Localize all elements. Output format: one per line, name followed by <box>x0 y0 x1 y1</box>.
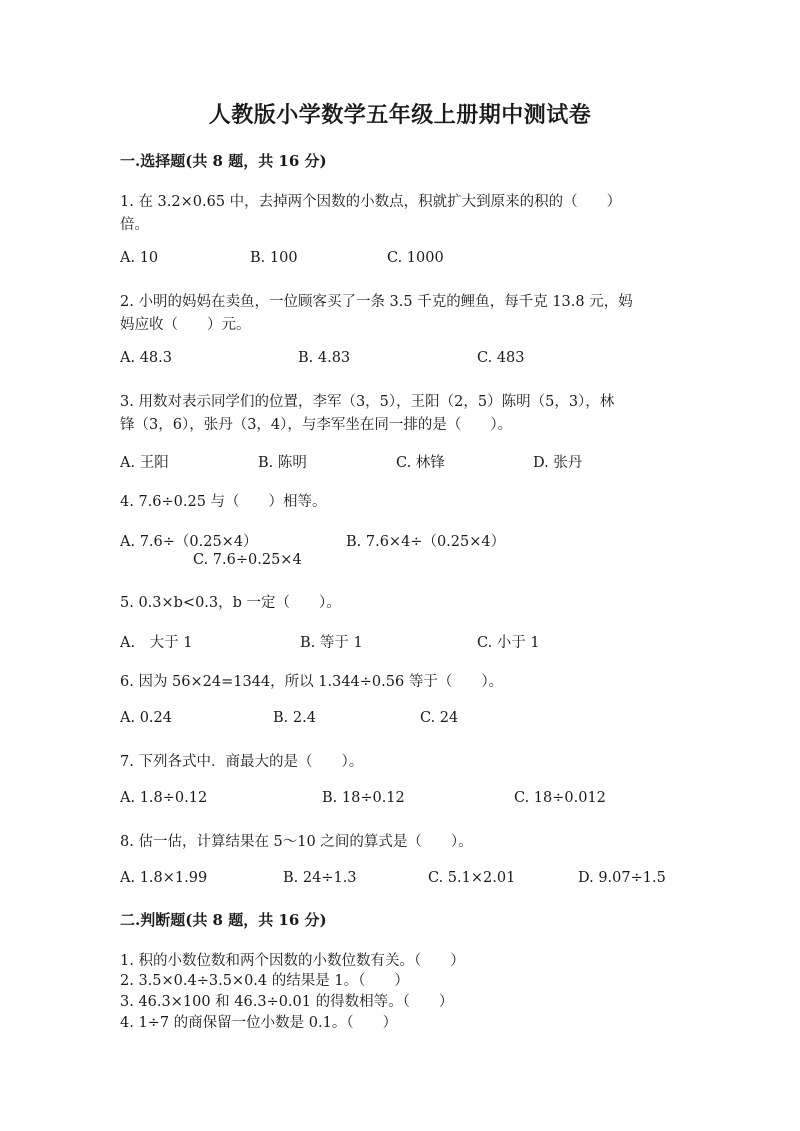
section-heading-multiple-choice: 一.选择题(共 8 题，共 16 分) <box>120 152 327 170</box>
judgment-item-3: 3. 46.3×100 和 46.3÷0.01 的得数相等。（ ） <box>120 994 454 1010</box>
section-heading-true-false: 二.判断题(共 8 题，共 16 分) <box>120 911 327 929</box>
exam-title: 人教版小学数学五年级上册期中测试卷 <box>208 102 592 128</box>
question-4-option-a: A. 7.6÷（0.25×4） <box>120 534 258 550</box>
question-2-option-b: B. 4.83 <box>298 350 351 366</box>
question-7-line-1: 7. 下列各式中．商最大的是（ ）。 <box>120 754 364 770</box>
question-6-line-1: 6. 因为 56×24=1344，所以 1.344÷0.56 等于（ ）。 <box>120 674 504 690</box>
question-7-option-b: B. 18÷0.12 <box>322 790 405 806</box>
question-6-option-b: B. 2.4 <box>273 710 316 726</box>
question-8-option-d: D. 9.07÷1.5 <box>578 870 666 886</box>
question-2-option-a: A. 48.3 <box>120 350 172 366</box>
question-4-option-b: B. 7.6×4÷（0.25×4） <box>346 534 506 550</box>
question-5-option-b: B. 等于 1 <box>300 635 363 651</box>
question-1-option-a: A. 10 <box>120 250 159 266</box>
question-4-line-1: 4. 7.6÷0.25 与（ ）相等。 <box>120 494 327 510</box>
question-1-line-2: 倍。 <box>120 217 149 233</box>
question-6-option-c: C. 24 <box>420 710 459 726</box>
question-3-option-c: C. 林锋 <box>396 455 445 471</box>
question-8-option-c: C. 5.1×2.01 <box>428 870 516 886</box>
question-7-option-a: A. 1.8÷0.12 <box>120 790 208 806</box>
question-8-line-1: 8. 估一估，计算结果在 5～10 之间的算式是（ ）。 <box>120 834 473 850</box>
question-5-option-c: C. 小于 1 <box>477 635 540 651</box>
question-3-option-b: B. 陈明 <box>258 455 307 471</box>
question-2-line-2: 妈应收（ ）元。 <box>120 317 251 333</box>
question-5-option-a: A. 大于 1 <box>120 635 193 651</box>
judgment-item-4: 4. 1÷7 的商保留一位小数是 0.1。（ ） <box>120 1015 398 1031</box>
question-3-option-d: D. 张丹 <box>533 455 583 471</box>
question-3-option-a: A. 王阳 <box>120 455 169 471</box>
question-4-option-c: C. 7.6÷0.25×4 <box>193 552 302 568</box>
question-6-option-a: A. 0.24 <box>120 710 172 726</box>
question-3-line-2: 锋（3，6），张丹（3，4），与李军坐在同一排的是（ ）。 <box>120 417 513 433</box>
question-2-option-c: C. 483 <box>477 350 525 366</box>
question-2-line-1: 2. 小明的妈妈在卖鱼，一位顾客买了一条 3.5 千克的鲤鱼，每千克 13.8 元，妈 <box>120 294 633 310</box>
question-8-option-b: B. 24÷1.3 <box>283 870 357 886</box>
question-7-option-c: C. 18÷0.012 <box>514 790 606 806</box>
question-1-line-1: 1. 在 3.2×0.65 中，去掉两个因数的小数点，积就扩大到原来的积的（ ） <box>120 194 622 210</box>
question-5-line-1: 5. 0.3×b<0.3，b 一定（ ）。 <box>120 595 341 611</box>
question-3-line-1: 3. 用数对表示同学们的位置，李军（3，5），王阳（2，5）陈明（5，3），林 <box>120 394 615 410</box>
question-1-option-b: B. 100 <box>250 250 298 266</box>
question-8-option-a: A. 1.8×1.99 <box>120 870 208 886</box>
question-1-option-c: C. 1000 <box>387 250 444 266</box>
judgment-item-1: 1. 积的小数位数和两个因数的小数位数有关。（ ） <box>120 953 465 969</box>
judgment-item-2: 2. 3.5×0.4÷3.5×0.4 的结果是 1。（ ） <box>120 973 409 989</box>
